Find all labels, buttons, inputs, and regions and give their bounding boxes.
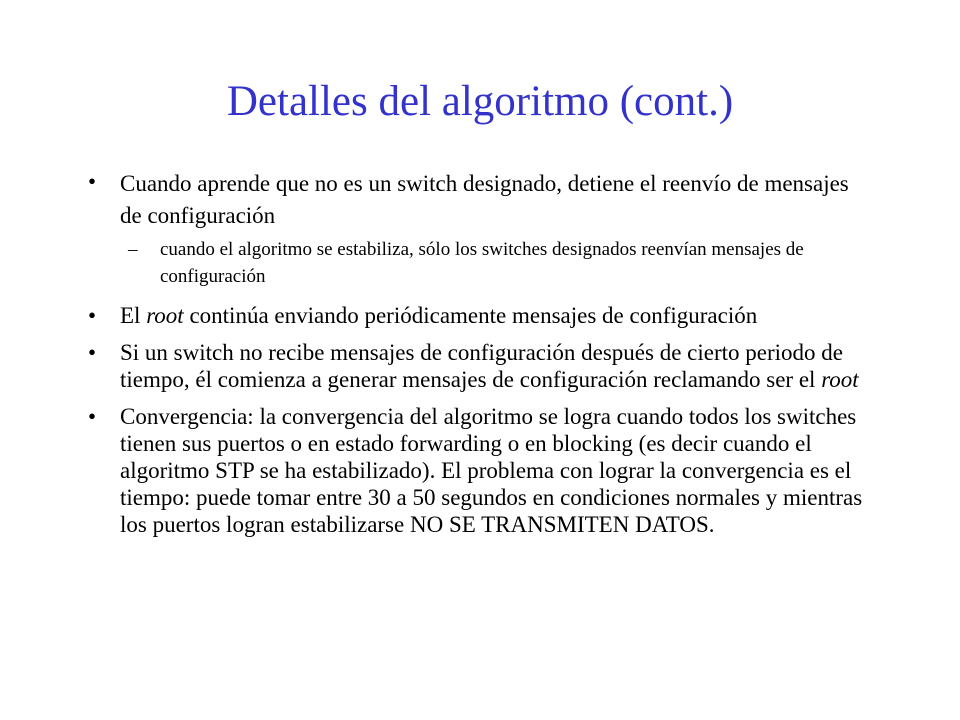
- bullet-text: Cuando aprende que no es un switch designado, detiene el reenvío de mensajes de configuración: [120, 171, 849, 228]
- sub-bullet-marker: –: [128, 239, 138, 260]
- bullet-text-part: Si un switch no recibe mensajes de configuración después de cierto periodo de tiempo, él comienza a generar mensajes de configuración reclamando ser el: [120, 340, 843, 392]
- bullet-marker: •: [88, 404, 97, 429]
- bullet-marker: •: [88, 303, 97, 328]
- bullet-text: [120, 302, 876, 329]
- bullet-text-emphasis: root: [821, 367, 859, 392]
- slide-title: Detalles del algoritmo (cont.): [226, 78, 734, 125]
- bullet-text: [120, 339, 876, 393]
- bullet-item-1: [86, 168, 876, 232]
- bullet-text-part: continúa enviando periódicamente mensajes de configuración: [183, 303, 758, 328]
- sub-bullet-text: cuando el algoritmo se estabiliza, sólo los switches designados reenvían mensajes de configuración: [160, 239, 804, 287]
- bullet-marker: •: [88, 340, 97, 365]
- bullet-item-4: [86, 403, 876, 538]
- bullet-marker: •: [88, 169, 97, 194]
- bullet-item-3: [86, 339, 876, 393]
- bullet-item-2: [86, 302, 876, 329]
- sub-bullet-item-1: [128, 236, 876, 290]
- bullet-text: Convergencia: la convergencia del algoritmo se logra cuando todos los switches tienen sus puertos o en estado forwarding o en blocking (es decir cuando el algoritmo STP se ha estabilizado). El problema con lograr la convergencia es el tiempo: puede tomar entre 30 a 50 segundos en condiciones normales y mientras los puertos logran estabilizarse NO SE TRANSMITEN DATOS.: [120, 404, 863, 537]
- bullet-text-emphasis: root: [146, 303, 184, 328]
- bullet-list: [86, 168, 876, 548]
- bullet-text-part: El: [120, 303, 147, 328]
